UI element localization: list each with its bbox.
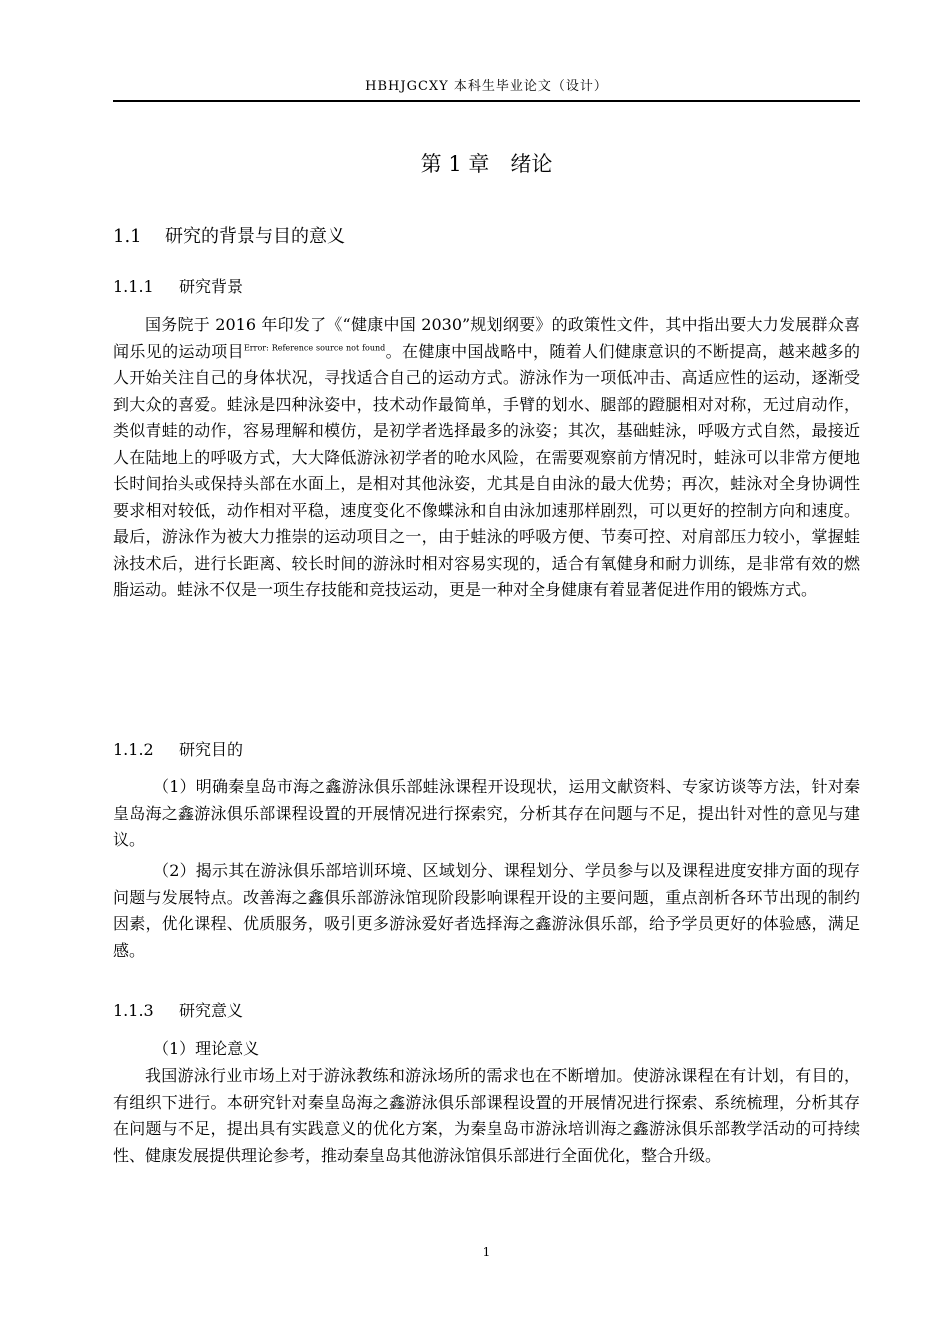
paragraph-text: 国务院于 2016 年印发了《“健康中国 2030”规划纲要》的政策性文件，其中指出要大力发展群众喜闻乐见的运动项目 (113, 315, 860, 361)
subsection-number: 1.1.3 (113, 1001, 154, 1020)
purpose-paragraph-1: （1）明确秦皇岛市海之鑫游泳俱乐部蛙泳课程开设现状，运用文献资料、专家访谈等方法，针对秦皇岛海之鑫游泳俱乐部课程设置的开展情况进行探索究，分析其存在问题与不足，提出针对性的意见与建议。 (113, 777, 860, 849)
subsection-heading-1-1-3 (113, 998, 243, 1021)
section-heading-1-1 (113, 222, 345, 248)
purpose-paragraph-2: （2）揭示其在游泳俱乐部培训环境、区域划分、课程划分、学员参与以及课程进度安排方面的现存问题与发展特点。改善海之鑫俱乐部游泳馆现阶段影响课程开设的主要问题，重点剖析各环节出现的制约因素，优化课程、优质服务，吸引更多游泳爱好者选择海之鑫游泳俱乐部，给予学员更好的体验感，满足感。 (113, 861, 860, 960)
subsection-number: 1.1.1 (113, 277, 154, 296)
chapter-title: 第 1 章 绪论 (420, 152, 553, 176)
running-header: HBHJGCXY 本科生毕业论文（设计） (365, 79, 608, 94)
reference-error: Error: Reference source not found (243, 343, 386, 353)
section-number: 1.1 (113, 226, 142, 247)
section-title: 研究的背景与目的意义 (165, 226, 345, 247)
header-rule (113, 100, 860, 102)
significance-subheading: （1）理论意义 (153, 1039, 260, 1058)
paragraph-text: 。在健康中国战略中，随着人们健康意识的不断提高，越来越多的人开始关注自己的身体状况，寻找适合自己的运动方式。游泳作为一项低冲击、高适应性的运动，逐渐受到大众的喜爱。蛙泳是四种泳姿中，技术动作最简单，手臂的划水、腿部的蹬腿相对对称，无过肩动作，类似青蛙的动作，容易理解和模仿，是初学者选择最多的泳姿；其次，基础蛙泳，呼吸方式自然，最接近人在陆地上的呼吸方式，大大降低游泳初学者的呛水风险，在需要观察前方情况时，蛙泳可以非常方便地长时间抬头或保持头部在水面上，是相对其他泳姿，尤其是自由泳的最大优势；再次，蛙泳对全身协调性要求相对较低，动作相对平稳，速度变化不像蝶泳和自由泳加速那样剧烈，可以更好的控制方向和速度。最后，游泳作为被大力推崇的运动项目之一，由于蛙泳的呼吸方便、节奏可控、对肩部压力较小，掌握蛙泳技术后，进行长距离、较长时间的游泳时相对容易实现的，适合有氧健身和耐力训练，是非常有效的燃脂运动。蛙泳不仅是一项生存技能和竞技运动，更是一种对全身健康有着显著促进作用的锻炼方式。 (113, 341, 860, 599)
subsection-title: 研究目的 (179, 740, 244, 759)
page-number: 1 (482, 1245, 491, 1259)
subsection-heading-1-1-1 (113, 274, 243, 297)
background-paragraph (113, 312, 860, 604)
subsection-number: 1.1.2 (113, 740, 154, 759)
subsection-title: 研究背景 (179, 277, 244, 296)
subsection-title: 研究意义 (179, 1001, 244, 1020)
subsection-heading-1-1-2 (113, 737, 243, 760)
significance-paragraph: 我国游泳行业市场上对于游泳教练和游泳场所的需求也在不断增加。使游泳课程在有计划，有目的，有组织下进行。本研究针对秦皇岛海之鑫游泳俱乐部课程设置的开展情况进行探索、系统梳理，分析其存在问题与不足，提出具有实践意义的优化方案，为秦皇岛市游泳培训海之鑫游泳俱乐部教学活动的可持续性、健康发展提供理论参考，推动秦皇岛其他游泳馆俱乐部进行全面优化，整合升级。 (113, 1066, 860, 1165)
